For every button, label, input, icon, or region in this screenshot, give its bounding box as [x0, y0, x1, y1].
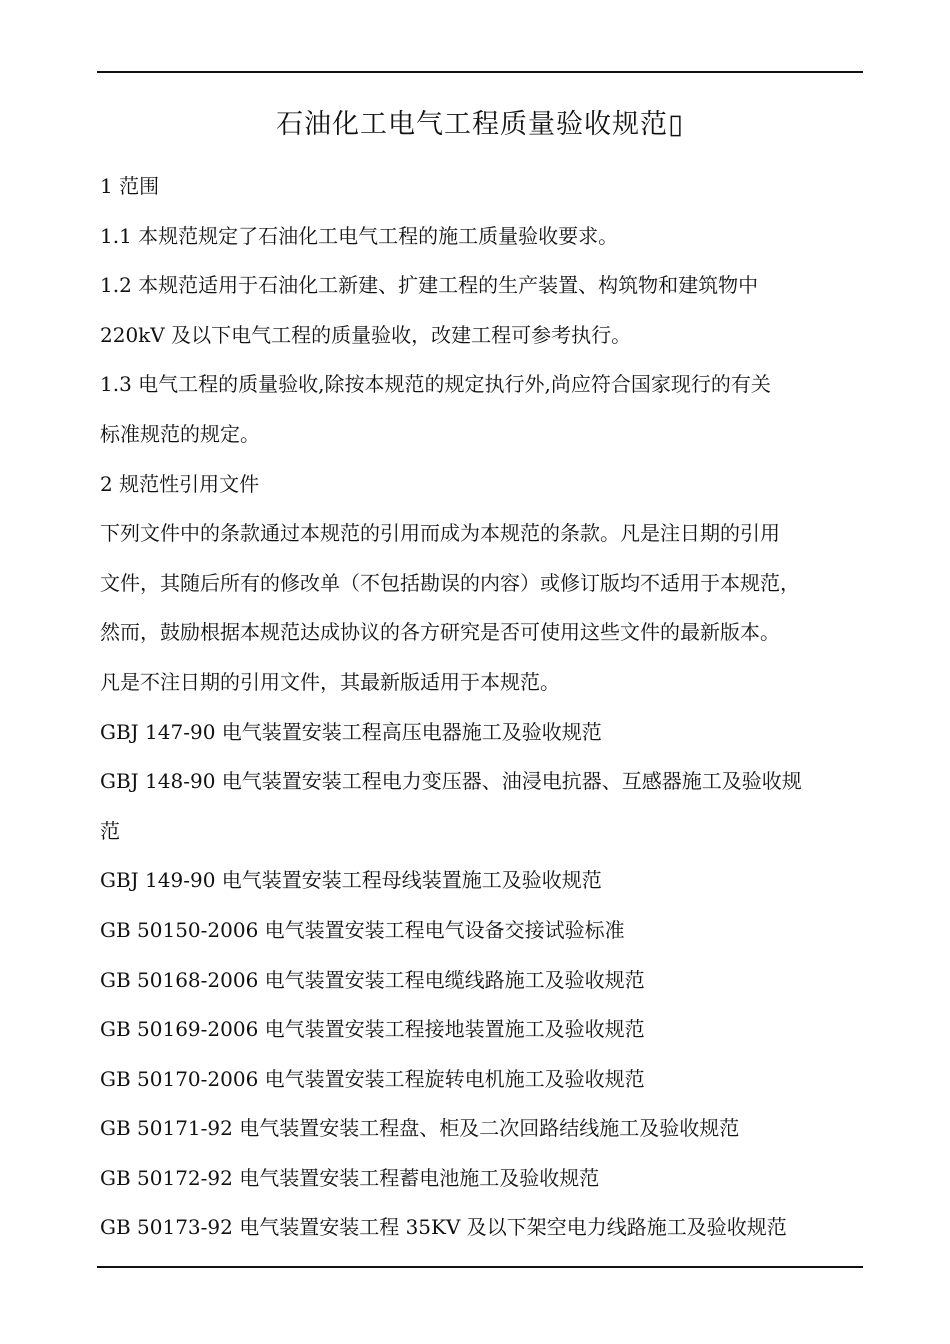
title-missing-glyph: ▯ [668, 109, 684, 140]
body-line: GBJ 147-90 电气装置安装工程高压电器施工及验收规范 [100, 719, 602, 744]
body-line: GB 50168-2006 电气装置安装工程电缆线路施工及验收规范 [100, 967, 645, 992]
body-line: 标准规范的规定。 [100, 421, 260, 446]
body-line: 1.3 电气工程的质量验收,除按本规范的规定执行外,尚应符合国家现行的有关 [100, 372, 771, 397]
header-rule [97, 71, 863, 73]
body-line: 然而，鼓励根据本规范达成协议的各方研究是否可使用这些文件的最新版本。 [100, 620, 780, 645]
body-line: GBJ 148-90 电气装置安装工程电力变压器、油浸电抗器、互感器施工及验收规 [100, 769, 802, 794]
body-line: 凡是不注日期的引用文件，其最新版适用于本规范。 [100, 669, 560, 694]
body-line: 1.2 本规范适用于石油化工新建、扩建工程的生产装置、构筑物和建筑物中 [100, 273, 759, 298]
body-line: 2 规范性引用文件 [100, 471, 260, 496]
body-line: GB 50150-2006 电气装置安装工程电气设备交接试验标准 [100, 917, 625, 942]
body-line: 1.1 本规范规定了石油化工电气工程的施工质量验收要求。 [100, 223, 619, 248]
body-line: 下列文件中的条款通过本规范的引用而成为本规范的条款。凡是注日期的引用 [100, 521, 780, 546]
footer-rule [97, 1266, 863, 1268]
body-line: GB 50172-92 电气装置安装工程蓄电池施工及验收规范 [100, 1165, 600, 1190]
body-line: GBJ 149-90 电气装置安装工程母线装置施工及验收规范 [100, 868, 602, 893]
document-body [100, 162, 862, 1253]
body-line: GB 50169-2006 电气装置安装工程接地装置施工及验收规范 [100, 1017, 645, 1042]
document-title [97, 103, 863, 147]
body-line: GB 50170-2006 电气装置安装工程旋转电机施工及验收规范 [100, 1066, 645, 1091]
body-line: 1 范围 [100, 174, 160, 198]
body-line: 220kV 及以下电气工程的质量验收，改建工程可参考执行。 [100, 322, 632, 347]
title-text: 石油化工电气工程质量验收规范 [276, 109, 669, 140]
body-line: GB 50171-92 电气装置安装工程盘、柜及二次回路结线施工及验收规范 [100, 1116, 740, 1141]
body-line: 文件，其随后所有的修改单（不包括勘误的内容）或修订版均不适用于本规范， [100, 570, 800, 595]
body-line: 范 [100, 818, 120, 843]
body-line: GB 50173-92 电气装置安装工程 35KV 及以下架空电力线路施工及验收规范 [100, 1215, 787, 1240]
